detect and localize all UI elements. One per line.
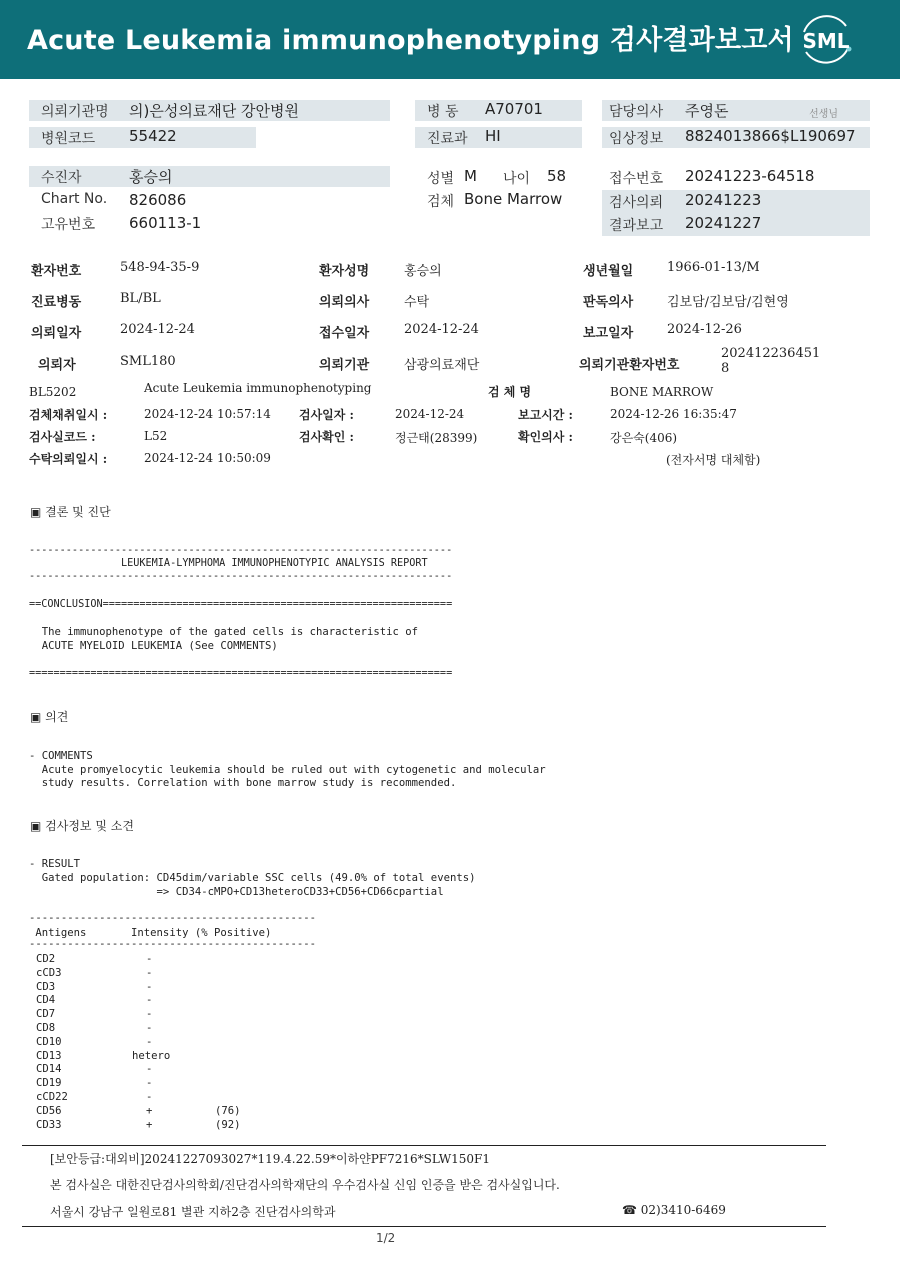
pt-r1-l2: 환자성명	[319, 264, 370, 279]
certification-line: 본 검사실은 대한진단검사의학회/진단검사의학재단의 우수검사실 신임 인증을 받은 검사실입니다.	[50, 1178, 560, 1192]
dept-label: 진료과	[427, 131, 468, 147]
antigen-intensity: -	[146, 1022, 153, 1034]
request-label: 검사의뢰	[609, 195, 664, 211]
footer-divider-top	[22, 1145, 826, 1146]
patient-label: 수진자	[41, 170, 82, 186]
conclusion-bar: ==CONCLUSION=========================================================	[29, 599, 453, 610]
receipt-value: 20241223-64518	[685, 167, 815, 185]
page-number: 1/2	[376, 1231, 396, 1245]
pt-r3-v1: 2024-12-24	[120, 322, 195, 337]
pt-r1-l1: 환자번호	[31, 264, 82, 279]
conclusion-heading: ▣ 결론 및 진단	[30, 505, 111, 519]
pt-r4-l1: 의뢰자	[38, 358, 76, 373]
uid-label: 고유번호	[41, 217, 96, 233]
security-line: [보안등급:대외비]20241227093027*119.4.22.59*이하얀PF7216*SLW150F1	[50, 1152, 491, 1166]
pt-r1-v1: 548-94-35-9	[120, 260, 200, 275]
testdate-value: 2024-12-24	[395, 407, 465, 421]
testdate-label: 검사일자 :	[299, 408, 354, 422]
test-name: Acute Leukemia immunophenotyping	[144, 381, 372, 395]
institution-value: 의)은성의료재단 강안병원	[129, 102, 300, 120]
confirm-value: 정근태(28399)	[395, 431, 478, 445]
antigen-name: CD7	[36, 1008, 56, 1021]
request-value: 20241223	[685, 191, 762, 209]
pt-r3-v2: 2024-12-24	[404, 322, 479, 337]
antigen-intensity: +	[146, 1104, 153, 1117]
received-label: 수탁의뢰일시 :	[29, 452, 108, 466]
pt-r3-l2: 접수일자	[319, 326, 370, 341]
antigen-name: CD2	[36, 953, 56, 965]
antigen-dash-top: ---------------------------------------------	[29, 912, 317, 924]
ward-label: 병 동	[427, 104, 459, 120]
dept-value: HI	[485, 127, 501, 145]
sex-label: 성별	[427, 171, 455, 187]
institution-label: 의뢰기관명	[41, 104, 109, 120]
antigen-intensity: +	[146, 1118, 153, 1131]
result-line-2: Gated population: CD45dim/variable SSC cells (49.0% of total events)	[29, 872, 476, 884]
pt-r4-v3b: 8	[721, 361, 730, 376]
antigen-name: CD56	[36, 1104, 62, 1117]
pt-r3-l3: 보고일자	[583, 326, 634, 341]
pt-r2-l2: 의뢰의사	[319, 295, 370, 310]
comments-line-2: Acute promyelocytic leukemia should be ruled out with cytogenetic and molecular	[29, 764, 546, 776]
antigen-dash-bottom: ---------------------------------------------	[29, 938, 317, 950]
specimen-label: 검체	[427, 194, 455, 210]
report-title: LEUKEMIA-LYMPHOMA IMMUNOPHENOTYPIC ANALYSIS REPORT	[29, 558, 428, 569]
antigen-intensity: -	[146, 1091, 153, 1103]
antigen-percent: (76)	[215, 1104, 241, 1117]
logo-text: SML	[802, 29, 850, 53]
doctor-label: 담당의사	[609, 104, 664, 120]
antigen-intensity: -	[146, 1077, 153, 1090]
confirm-label: 검사확인 :	[299, 430, 354, 444]
clinical-value: 8824013866$L190697	[685, 127, 856, 145]
pt-r4-l2: 의뢰기관	[319, 358, 370, 373]
conclusion-end-bar: =====================================================================	[29, 668, 453, 679]
sex-value: M	[464, 167, 477, 185]
received-value: 2024-12-24 10:50:09	[144, 451, 271, 465]
pt-r1-v3: 1966-01-13/M	[667, 260, 760, 275]
chart-value: 826086	[129, 191, 187, 209]
verifier-value: 강은숙(406)	[610, 431, 678, 445]
antigen-name: CD14	[36, 1063, 62, 1076]
reporttime-value: 2024-12-26 16:35:47	[610, 407, 737, 421]
age-label: 나이	[503, 171, 531, 187]
comments-line-1: - COMMENTS	[29, 750, 93, 762]
reporttime-label: 보고시간 :	[518, 408, 573, 422]
test-code: BL5202	[29, 385, 77, 399]
report-dash-2: ---------------------------------------------------------------------	[29, 571, 453, 582]
antigen-name: CD19	[36, 1077, 62, 1090]
antigen-intensity: -	[146, 966, 153, 979]
hospital-code-label: 병원코드	[41, 131, 96, 147]
address-line: 서울시 강남구 일원로81 별관 지하2층 진단검사의학과	[50, 1205, 336, 1219]
result-heading: ▣ 검사정보 및 소견	[30, 819, 134, 833]
report-title: Acute Leukemia immunophenotyping 검사결과보고서	[27, 25, 794, 56]
pt-r2-l1: 진료병동	[31, 295, 82, 310]
uid-value: 660113-1	[129, 214, 202, 232]
collect-label: 검체채취일시 :	[29, 408, 108, 422]
pt-r2-v1: BL/BL	[120, 291, 161, 306]
verifier-label: 확인의사 :	[518, 430, 573, 444]
pt-r2-v2: 수탁	[404, 295, 430, 310]
footer-divider-bottom	[22, 1226, 826, 1227]
pt-r3-v3: 2024-12-26	[667, 322, 742, 337]
lab-value: L52	[144, 429, 168, 443]
phone-line: ☎ 02)3410-6469	[622, 1203, 726, 1217]
collect-value: 2024-12-24 10:57:14	[144, 407, 271, 421]
pt-r2-l3: 판독의사	[583, 295, 634, 310]
comments-line-3: study results. Correlation with bone marrow study is recommended.	[29, 777, 457, 789]
lab-label: 검사실코드 :	[29, 430, 96, 444]
antigen-name: CD33	[36, 1118, 62, 1131]
conclusion-line-2: ACUTE MYELOID LEUKEMIA (See COMMENTS)	[29, 640, 278, 652]
doctor-value: 주영돈	[685, 102, 729, 120]
antigen-intensity: -	[146, 994, 153, 1007]
specimen-value: Bone Marrow	[464, 190, 563, 208]
test-specimen-label: 검 체 명	[488, 385, 532, 399]
antigen-percent: (92)	[215, 1118, 241, 1131]
antigen-name: CD3	[36, 980, 56, 993]
antigen-name: CD10	[36, 1035, 62, 1048]
conclusion-line-1: The immunophenotype of the gated cells is characteristic of	[29, 626, 419, 638]
pt-r2-v3: 김보담/김보담/김현영	[667, 295, 789, 310]
antigen-intensity: -	[146, 980, 153, 993]
pt-r1-l3: 생년월일	[583, 264, 634, 279]
result-line-3: => CD34-cMPO+CD13heteroCD33+CD56+CD66cpartial	[29, 886, 444, 898]
pt-r4-l3: 의뢰기관환자번호	[579, 358, 680, 373]
sml-logo	[796, 12, 856, 68]
hospital-code-value: 55422	[129, 127, 177, 145]
clinical-label: 임상정보	[609, 131, 664, 147]
report-value: 20241227	[685, 214, 762, 232]
antigen-table-header: Antigens Intensity (% Positive)	[29, 927, 272, 939]
result-line-1: - RESULT	[29, 858, 81, 870]
patient-value: 홍승의	[129, 168, 173, 186]
antigen-name: cCD3	[36, 966, 62, 979]
antigen-intensity: -	[146, 953, 153, 965]
antigen-name: cCD22	[36, 1091, 68, 1103]
pt-r3-l1: 의뢰일자	[31, 326, 82, 341]
pt-r4-v2: 삼광의료재단	[404, 358, 480, 373]
esign-note: (전자서명 대체함)	[666, 453, 761, 467]
patient-box	[29, 166, 390, 187]
receipt-label: 접수번호	[609, 171, 664, 187]
opinion-heading: ▣ 의견	[30, 710, 69, 724]
report-header	[0, 0, 900, 79]
chart-label: Chart No.	[41, 191, 108, 207]
age-value: 58	[547, 167, 567, 185]
pt-r1-v2: 홍승의	[404, 264, 442, 279]
ward-value: A70701	[485, 100, 543, 118]
antigen-intensity: -	[146, 1008, 153, 1021]
pt-r4-v3a: 202412236451	[721, 346, 821, 361]
pt-r4-v1: SML180	[120, 354, 176, 369]
antigen-name: CD13	[36, 1049, 62, 1062]
antigen-intensity: -	[146, 1035, 153, 1048]
antigen-intensity: hetero	[132, 1049, 171, 1062]
antigen-name: CD4	[36, 994, 56, 1007]
test-specimen-value: BONE MARROW	[610, 385, 714, 399]
doctor-suffix: 선생님	[809, 109, 838, 120]
antigen-name: CD8	[36, 1022, 56, 1034]
antigen-intensity: -	[146, 1063, 153, 1076]
report-label: 결과보고	[609, 218, 664, 234]
report-dash-1: ---------------------------------------------------------------------	[29, 545, 453, 556]
